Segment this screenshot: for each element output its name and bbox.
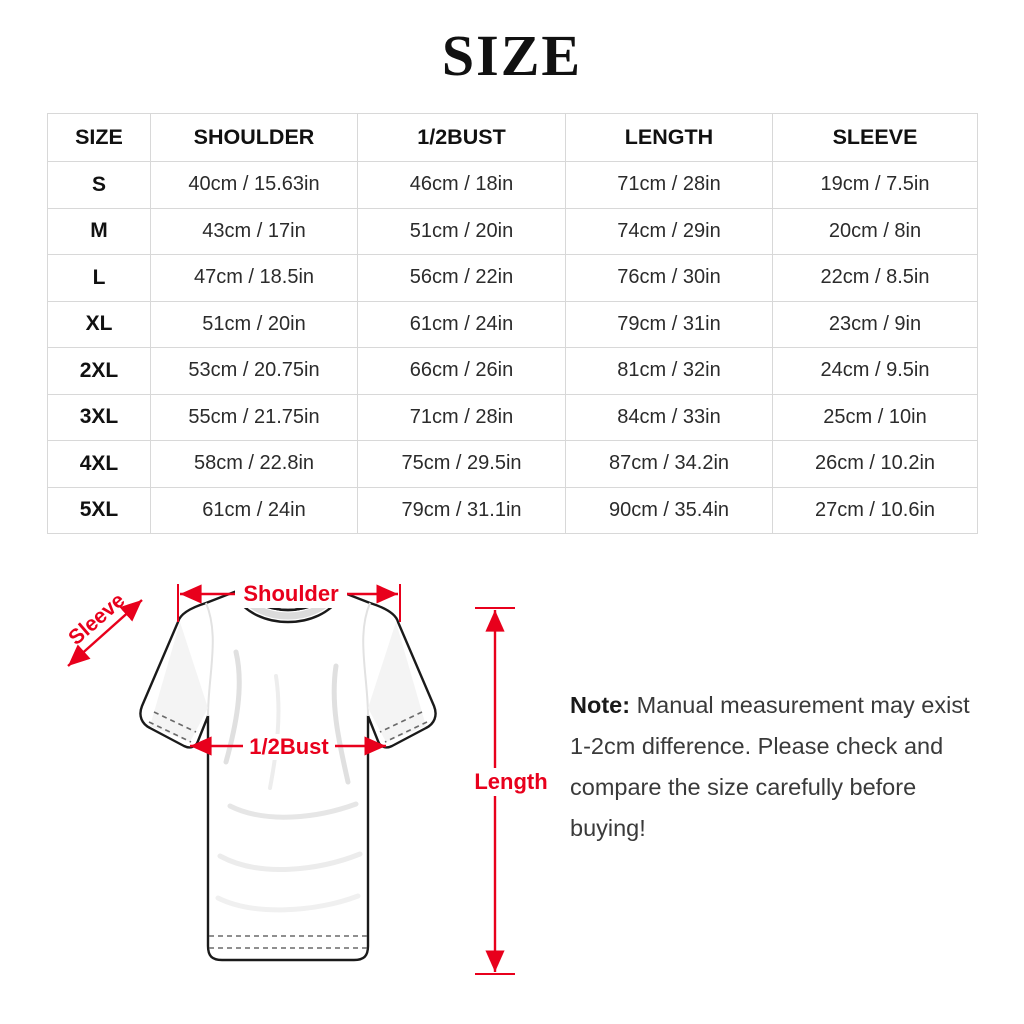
column-header-bust: 1/2BUST xyxy=(358,114,566,162)
table-row xyxy=(48,255,978,302)
cell-size: S xyxy=(48,162,151,209)
cell-shoulder: 43cm / 17in xyxy=(151,208,358,255)
column-header-size: SIZE xyxy=(48,114,151,162)
label-bust: 1/2Bust xyxy=(249,734,329,759)
tshirt-illustration xyxy=(140,589,435,960)
cell-shoulder: 51cm / 20in xyxy=(151,301,358,348)
cell-size: 2XL xyxy=(48,348,151,395)
cell-sleeve: 26cm / 10.2in xyxy=(773,441,978,488)
page-title: SIZE xyxy=(441,23,583,88)
cell-bust: 56cm / 22in xyxy=(358,255,566,302)
cell-shoulder: 58cm / 22.8in xyxy=(151,441,358,488)
cell-length: 84cm / 33in xyxy=(566,394,773,441)
cell-length: 71cm / 28in xyxy=(566,162,773,209)
table-row xyxy=(48,394,978,441)
cell-size: XL xyxy=(48,301,151,348)
size-table-container xyxy=(47,113,977,534)
label-length: Length xyxy=(474,769,548,794)
cell-length: 76cm / 30in xyxy=(566,255,773,302)
table-row xyxy=(48,487,978,534)
cell-shoulder: 53cm / 20.75in xyxy=(151,348,358,395)
cell-size: 3XL xyxy=(48,394,151,441)
cell-length: 81cm / 32in xyxy=(566,348,773,395)
cell-sleeve: 22cm / 8.5in xyxy=(773,255,978,302)
cell-size: L xyxy=(48,255,151,302)
label-shoulder: Shoulder xyxy=(243,581,339,606)
table-row xyxy=(48,348,978,395)
note-text xyxy=(570,685,990,849)
label-sleeve: Sleeve xyxy=(64,588,130,650)
table-row xyxy=(48,162,978,209)
cell-bust: 51cm / 20in xyxy=(358,208,566,255)
cell-sleeve: 25cm / 10in xyxy=(773,394,978,441)
cell-bust: 66cm / 26in xyxy=(358,348,566,395)
cell-sleeve: 20cm / 8in xyxy=(773,208,978,255)
table-row xyxy=(48,301,978,348)
note-label: Note: xyxy=(570,692,631,718)
cell-size: 5XL xyxy=(48,487,151,534)
table-row xyxy=(48,441,978,488)
column-header-shoulder: SHOULDER xyxy=(151,114,358,162)
cell-length: 90cm / 35.4in xyxy=(566,487,773,534)
tshirt-measurement-diagram xyxy=(30,556,560,1016)
table-row xyxy=(48,208,978,255)
table-header-row xyxy=(48,114,978,162)
cell-shoulder: 40cm / 15.63in xyxy=(151,162,358,209)
note-body: Manual measurement may exist 1-2cm difference. Please check and compare the size carefully before buying! xyxy=(570,692,970,841)
cell-bust: 71cm / 28in xyxy=(358,394,566,441)
cell-sleeve: 19cm / 7.5in xyxy=(773,162,978,209)
cell-sleeve: 27cm / 10.6in xyxy=(773,487,978,534)
cell-bust: 79cm / 31.1in xyxy=(358,487,566,534)
cell-shoulder: 47cm / 18.5in xyxy=(151,255,358,302)
cell-size: M xyxy=(48,208,151,255)
cell-sleeve: 24cm / 9.5in xyxy=(773,348,978,395)
cell-bust: 46cm / 18in xyxy=(358,162,566,209)
cell-shoulder: 55cm / 21.75in xyxy=(151,394,358,441)
cell-shoulder: 61cm / 24in xyxy=(151,487,358,534)
column-header-sleeve: SLEEVE xyxy=(773,114,978,162)
cell-length: 87cm / 34.2in xyxy=(566,441,773,488)
cell-sleeve: 23cm / 9in xyxy=(773,301,978,348)
cell-length: 74cm / 29in xyxy=(566,208,773,255)
cell-bust: 61cm / 24in xyxy=(358,301,566,348)
cell-length: 79cm / 31in xyxy=(566,301,773,348)
cell-bust: 75cm / 29.5in xyxy=(358,441,566,488)
column-header-length: LENGTH xyxy=(566,114,773,162)
size-table xyxy=(47,113,978,534)
cell-size: 4XL xyxy=(48,441,151,488)
